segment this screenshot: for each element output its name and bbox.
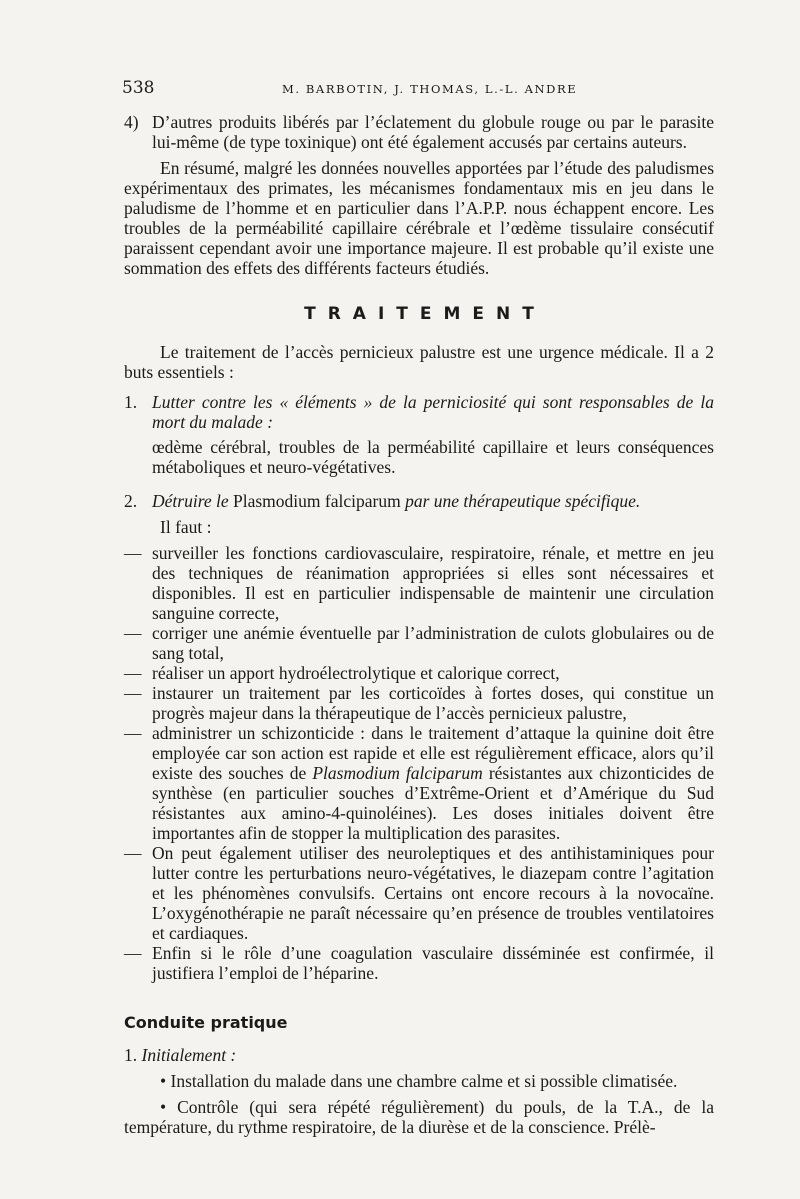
page-number: 538 [122, 78, 155, 98]
item-text: D’autres produits libérés par l’éclatement du globule rouge ou par le parasite lui-même (de type toxinique) ont été également accusés par certains auteurs. [152, 112, 714, 152]
step-label: Initialement : [141, 1045, 237, 1065]
goal-2 [124, 491, 714, 511]
subheading-conduite: Conduite pratique [124, 1013, 288, 1032]
il-faut: Il faut : [160, 517, 212, 537]
list-item [124, 683, 714, 723]
goal-2-part-a: Détruire le [152, 491, 229, 511]
goal-number: 1. [124, 392, 138, 412]
goal-number: 2. [124, 491, 138, 511]
list-item-text: Enfin si le rôle d’une coagulation vasculaire disséminée est confirmée, il justifiera l’emploi de l’héparine. [152, 943, 714, 983]
list-item-4 [124, 112, 714, 152]
goal-title: Lutter contre les « éléments » de la perniciosité qui sont responsables de la mort du malade : [152, 392, 714, 432]
list-item-text: réaliser un apport hydroélectrolytique et calorique correct, [152, 663, 560, 683]
resume-paragraph: En résumé, malgré les données nouvelles apportées par l’étude des paludismes expérimentaux des primates, les mécanismes fondamentaux mis en jeu dans le paludisme de l’homme et en particulier dans l’A.P.P. nous échappent encore. Les troubles de la perméabilité capillaire cérébrale et l’œdème tissulaire consécutif paraissent cependant avoir une importance majeure. Il est probable qu’il existe une sommation des effets des différents facteurs étudiés. [124, 158, 714, 278]
dash-marker: — [124, 723, 142, 743]
step-number: 1. [124, 1045, 138, 1065]
dash-marker: — [124, 843, 142, 863]
goal-1-text: œdème cérébral, troubles de la perméabilité capillaire et leurs conséquences métaboliques et neuro-végétatives. [152, 437, 714, 477]
traitement-lead: Le traitement de l’accès pernicieux palustre est une urgence médicale. Il a 2 buts essentiels : [124, 342, 714, 382]
bullet-item: • Contrôle (qui sera répété régulièrement) du pouls, de la T.A., de la température, du rythme respiratoire, de la diurèse et de la conscience. Prélè- [124, 1097, 714, 1137]
item5-part-a: administrer un schizonticide : dans le traitement d’attaque la quinine doit être employée car son action est rapide et elle est régulièrement efficace, alors qu’il existe des souches de [152, 723, 714, 783]
dash-marker: — [124, 543, 142, 563]
bullet-item: • Installation du malade dans une chambre calme et si possible climatisée. [160, 1071, 678, 1091]
list-item [124, 723, 714, 843]
list-item [124, 843, 714, 943]
list-item-text: On peut également utiliser des neuroleptiques et des antihistaminiques pour lutter contre les perturbations neuro-végétatives, le diazepam contre l’agitation et les phénomènes convulsifs. Certains ont encore recours à la novocaïne. L’oxygénothérapie ne paraît nécessaire qu’en présence de troubles ventilatoires et cardiaques. [152, 843, 714, 943]
item5-part-c: résistantes aux chizonticides de synthèse (en particulier souches d’Extrême-Orient et d’Amérique du Sud résistantes aux amino-4-quinoléines). Les doses initiales doivent être importantes afin de stopper la multiplication des parasites. [152, 763, 715, 843]
dash-marker: — [124, 943, 142, 963]
list-item-text: instaurer un traitement par les corticoïdes à fortes doses, qui constitue un progrès majeur dans la thérapeutique de l’accès pernicieux palustre, [152, 683, 714, 723]
list-item-text: corriger une anémie éventuelle par l’administration de culots globulaires ou de sang total, [152, 623, 714, 663]
dash-marker: — [124, 683, 142, 703]
list-item [124, 943, 714, 983]
goal-2-title [152, 491, 714, 511]
list-item [124, 543, 714, 623]
item-number: 4) [124, 112, 139, 132]
body-text [124, 112, 714, 1137]
dash-marker: — [124, 663, 142, 683]
goal-2-part-b: Plasmodium falciparum [233, 491, 401, 511]
goal-2-part-c: par une thérapeutique spécifique. [405, 491, 641, 511]
goal-1 [124, 392, 714, 432]
step-1 [124, 1045, 714, 1065]
list-item-text [152, 723, 714, 843]
list-item-text: surveiller les fonctions cardiovasculaire, respiratoire, rénale, et mettre en jeu des techniques de réanimation appropriées si elles sont nécessaires et disponibles. Il est en particulier indispensable de maintenir une circulation sanguine correcte, [152, 543, 714, 623]
section-title-traitement: TRAITEMENT [304, 304, 546, 324]
list-item [124, 623, 714, 663]
page-header [122, 78, 716, 100]
running-head: M. BARBOTIN, J. THOMAS, L.-L. ANDRE [282, 82, 578, 96]
item5-species: Plasmodium falciparum [312, 763, 483, 783]
dash-marker: — [124, 623, 142, 643]
list-item [124, 663, 714, 683]
